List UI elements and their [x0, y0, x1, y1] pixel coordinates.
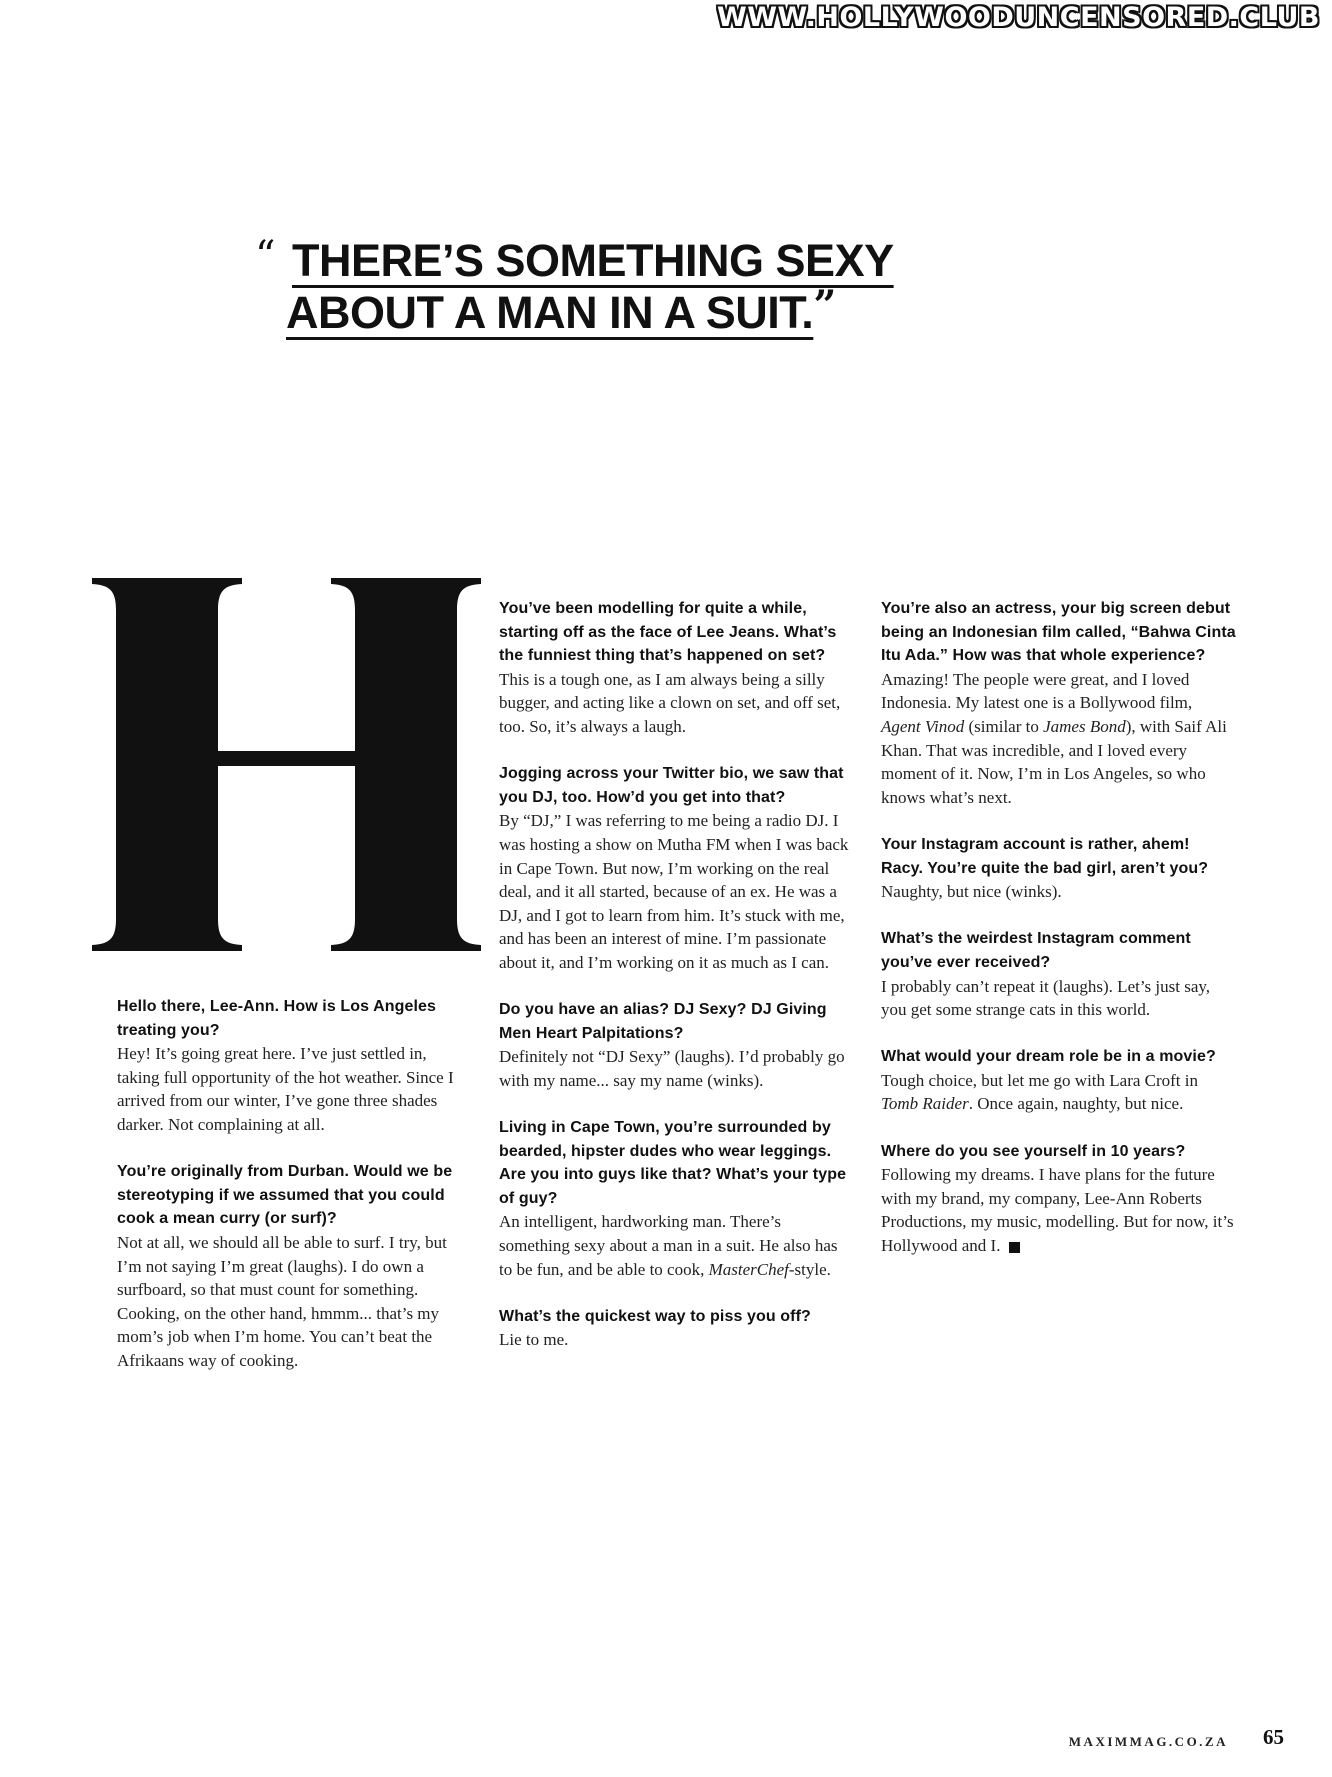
question: You’re also an actress, your big screen debut being an Indonesian film called, “Bahwa Cinta Itu Ada.” How was that whole experience? — [881, 600, 1236, 665]
end-mark-icon — [1009, 1242, 1020, 1253]
pull-quote-close-mark: ” — [813, 282, 836, 329]
answer-wrap — [499, 1210, 854, 1281]
qa-block — [499, 762, 854, 974]
answer-end: -style. — [788, 1259, 831, 1279]
answer: An intelligent, hardworking man. There’s something sexy about a man in a suit. He also has to be fun, and be able to cook, — [499, 1212, 838, 1279]
question: You’ve been modelling for quite a while, starting off as the face of Lee Jeans. What’s the funniest thing that’s happened on set? — [499, 600, 837, 665]
answer-part: Tough choice, but let me go with Lara Croft in — [881, 1070, 1199, 1090]
answer: By “DJ,” I was referring to me being a radio DJ. I was hosting a show on Mutha FM when I was back in Cape Town. But now, I’m working on the real deal, and it all started, because of an ex. He was a DJ, and I got to learn from him. It’s stuck with me, and has been an interest of mine. I’m passionate about it, and I’m working on it as much as I can. — [499, 811, 849, 972]
answer-italic: Tomb Raider — [881, 1094, 969, 1114]
qa-block — [881, 597, 1236, 809]
qa-block — [499, 597, 854, 739]
question: What’s the quickest way to piss you off? — [499, 1307, 811, 1325]
answer: Lie to me. — [499, 1330, 569, 1350]
qa-block — [117, 995, 472, 1137]
answer: This is a tough one, as I am always being a silly bugger, and acting like a clown on set, and off set, too. So, it’s always a laugh. — [499, 669, 841, 736]
column-2 — [499, 597, 854, 1376]
qa-block — [499, 1116, 854, 1281]
answer: Hey! It’s going great here. I’ve just settled in, taking full opportunity of the hot weather. Since I arrived from our winter, I’ve gone three shades darker. Not complaining at all. — [117, 1044, 454, 1134]
answer: Following my dreams. I have plans for the future with my brand, my company, Lee-Ann Roberts Productions, my music, modelling. But for now, it’s Hollywood and I. — [881, 1165, 1234, 1256]
footer-site: MAXIMMAG.CO.ZA — [1068, 1734, 1228, 1749]
question: What would your dream role be in a movie? — [881, 1048, 1216, 1066]
answer-italic: Agent Vinod — [881, 716, 965, 736]
qa-block — [881, 833, 1236, 904]
answer-italic: MasterChef — [708, 1259, 789, 1279]
answer: Definitely not “DJ Sexy” (laughs). I’d probably go with my name... say my name (winks). — [499, 1047, 845, 1090]
pull-quote-line-2: ABOUT A MAN IN A SUIT. — [286, 287, 814, 338]
answer-italic: James Bond — [1043, 716, 1126, 736]
answer-wrap — [881, 1069, 1236, 1116]
answer-part: (similar to — [968, 716, 1039, 736]
question: Where do you see yourself in 10 years? — [881, 1142, 1186, 1160]
question: Living in Cape Town, you’re surrounded by bearded, hipster dudes who wear leggings. Are you into guys like that? What’s your type of guy? — [499, 1119, 847, 1207]
question: You’re originally from Durban. Would we be stereotyping if we assumed that you could cook a mean curry (or surf)? — [117, 1163, 453, 1228]
pull-quote-line-1: THERE’S SOMETHING SEXY — [292, 235, 894, 286]
answer-wrap — [881, 668, 1236, 810]
qa-block — [117, 1160, 472, 1372]
answer-wrap — [881, 1163, 1236, 1257]
question: What’s the weirdest Instagram comment you’ve ever received? — [881, 930, 1191, 971]
qa-block — [499, 998, 854, 1092]
qa-block — [881, 1045, 1236, 1116]
pull-quote-open-mark: “ — [255, 233, 276, 279]
qa-block — [881, 927, 1236, 1021]
question: Your Instagram account is rather, ahem! Racy. You’re quite the bad girl, aren’t you? — [881, 835, 1209, 877]
question: Jogging across your Twitter bio, we saw that you DJ, too. How’d you get into that? — [499, 765, 844, 806]
page-number: 65 — [1263, 1725, 1284, 1749]
drop-cap-h — [92, 578, 481, 951]
watermark: WWW.HOLLYWOODUNCENSORED.CLUB — [716, 2, 1320, 33]
answer-part: . Once again, naughty, but nice. — [968, 1094, 1184, 1114]
answer-part: ), with Saif Ali Khan. That was incredible, and I loved every moment of it. Now, I’m in Los Angeles, so who knows what’s next. — [881, 716, 1227, 807]
question: Do you have an alias? DJ Sexy? DJ Giving Men Heart Palpitations? — [499, 1001, 827, 1042]
pull-quote-line-2-wrap — [286, 282, 836, 338]
qa-block — [881, 1140, 1236, 1258]
column-3 — [881, 597, 1236, 1281]
column-1 — [117, 995, 472, 1396]
qa-block — [499, 1305, 854, 1352]
answer: I probably can’t repeat it (laughs). Let’s just say, you get some strange cats in this world. — [881, 976, 1211, 1020]
question: Hello there, Lee-Ann. How is Los Angeles treating you? — [117, 998, 437, 1039]
answer: Naughty, but nice (winks). — [881, 882, 1062, 902]
answer-part: Amazing! The people were great, and I loved Indonesia. My latest one is a Bollywood film, — [881, 669, 1193, 713]
answer: Not at all, we should all be able to surf. I try, but I’m not saying I’m great (laughs). I do own a surfboard, so that must count for something. Cooking, on the other hand, hmmm... that’s my mom’s job when I’m home. You can’t beat the Afrikaans way of cooking. — [117, 1232, 447, 1370]
